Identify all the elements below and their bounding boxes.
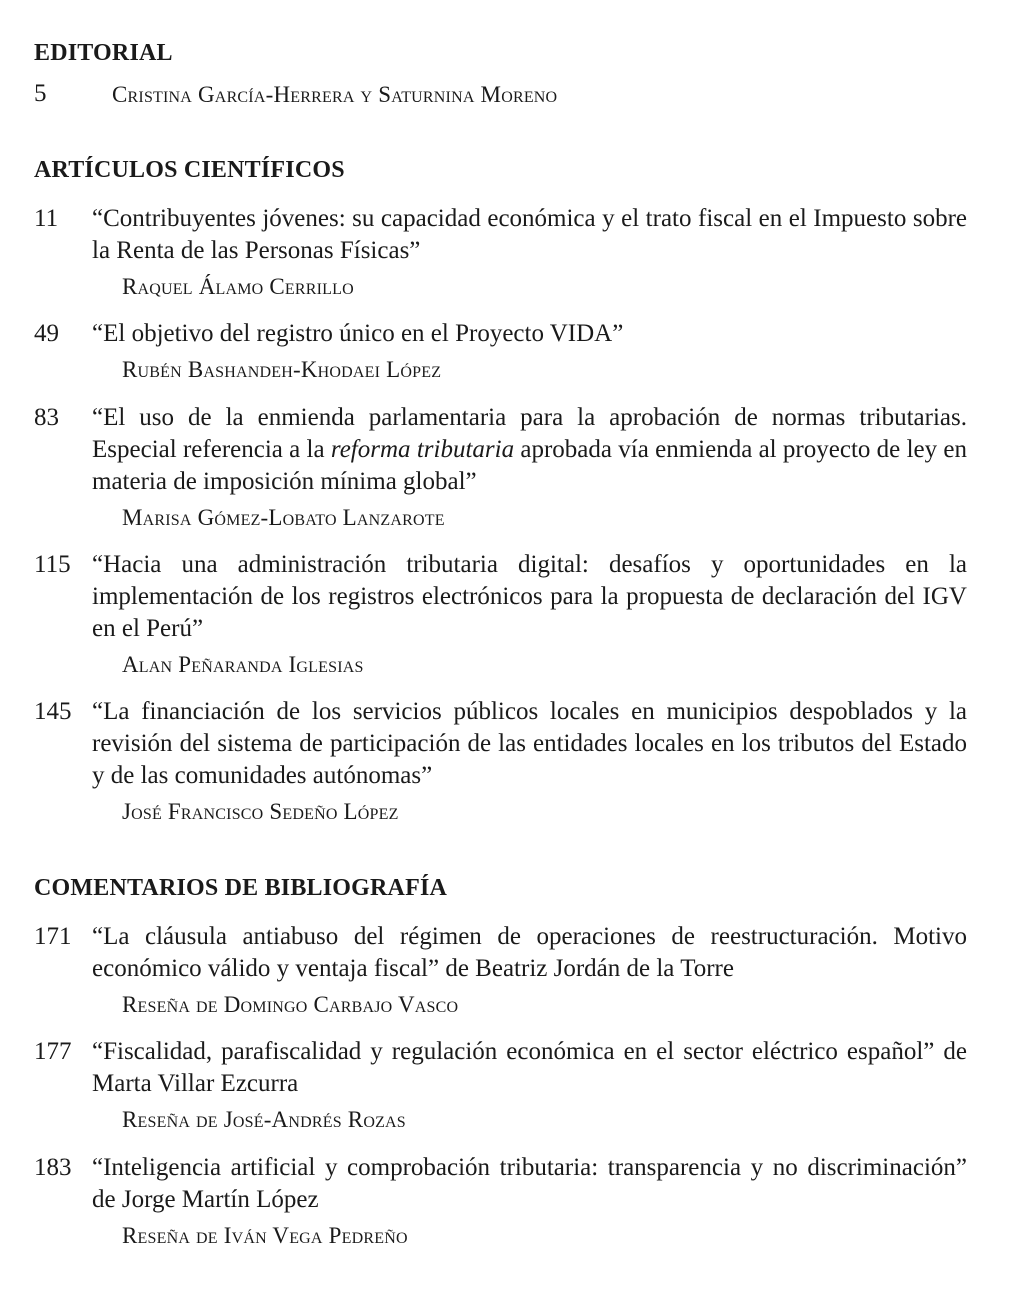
- toc-page-number: 83: [34, 404, 59, 431]
- section-heading-bibliografia: COMENTARIOS DE BIBLIOGRAFÍA: [34, 875, 448, 901]
- toc-entry-title[interactable]: “Fiscalidad, parafiscalidad y regulación económica en el sector eléctrico español” de Marta Villar Ezcurra: [92, 1038, 967, 1097]
- toc-entry-title[interactable]: “Contribuyentes jóvenes: su capacidad económica y el trato fiscal en el Impuesto sobre la Renta de las Personas Físicas”: [92, 205, 967, 264]
- toc-entry-title-italic: reforma tributaria: [330, 436, 515, 463]
- toc-page-number: 171: [34, 923, 72, 950]
- toc-entry-author: Reseña de Domingo Carbajo Vasco: [122, 992, 459, 1017]
- toc-page-number: 11: [34, 205, 59, 232]
- toc-page-number: 145: [34, 698, 72, 725]
- toc-page-number: 115: [34, 551, 71, 578]
- toc-entry-title-part: “El uso de la enmienda parlamentaria para la aprobación de normas tributarias. Especial referencia a la: [92, 404, 967, 463]
- editorial-authors: Cristina García-Herrera y Saturnina Moreno: [112, 82, 558, 107]
- toc-page-number: 177: [34, 1038, 72, 1065]
- section-heading-editorial: EDITORIAL: [34, 40, 173, 66]
- toc-entry-author: Alan Peñaranda Iglesias: [122, 652, 364, 677]
- toc-page-number: 183: [34, 1154, 72, 1181]
- section-heading-articulos: ARTÍCULOS CIENTÍFICOS: [34, 157, 345, 183]
- toc-page-number: 49: [34, 320, 59, 347]
- toc-entry-title[interactable]: “El objetivo del registro único en el Proyecto VIDA”: [92, 320, 624, 347]
- toc-entry-title[interactable]: “Inteligencia artificial y comprobación tributaria: transparencia y no discriminación” de Jorge Martín López: [92, 1154, 967, 1213]
- toc-entry-title[interactable]: “La cláusula antiabuso del régimen de operaciones de reestructuración. Motivo económico válido y ventaja fiscal” de Beatriz Jordán de la Torre: [92, 923, 967, 982]
- editorial-page-number: 5: [34, 80, 47, 107]
- toc-entry-author: Reseña de José-Andrés Rozas: [122, 1107, 406, 1132]
- toc-entry-author: José Francisco Sedeño López: [122, 799, 399, 824]
- toc-entry-author: Marisa Gómez-Lobato Lanzarote: [122, 505, 445, 530]
- toc-entry-title[interactable]: “Hacia una administración tributaria digital: desafíos y oportunidades en la implementación de los registros electrónicos para la propuesta de declaración del IGV en el Perú”: [92, 551, 967, 642]
- toc-entry-author: Reseña de Iván Vega Pedreño: [122, 1223, 408, 1248]
- toc-entry-title-part: aprobada vía enmienda al proyecto de ley en materia de imposición mínima global”: [92, 436, 967, 495]
- toc-entry-title[interactable]: “La financiación de los servicios públicos locales en municipios despoblados y la revisión del sistema de participación de las entidades locales en los tributos del Estado y de las comunidades autónomas”: [92, 698, 967, 789]
- toc-entry-author: Raquel Álamo Cerrillo: [122, 274, 354, 299]
- toc-entry-title[interactable]: [92, 402, 967, 498]
- toc-entry-author: Rubén Bashandeh-Khodaei López: [122, 357, 442, 382]
